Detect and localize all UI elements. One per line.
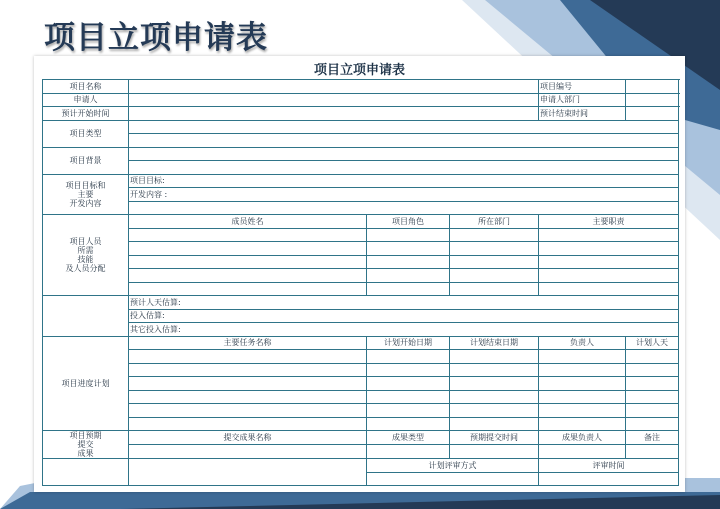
- staff-label: 项目人员 所需 技能 及人员分配: [43, 215, 129, 296]
- staff-cell[interactable]: [450, 269, 539, 283]
- schedule-label: 项目进度计划: [43, 336, 129, 431]
- schedule-cell[interactable]: [129, 363, 367, 377]
- start-time-label: 预计开始时间: [43, 107, 129, 121]
- deliverable-cell[interactable]: [367, 445, 450, 459]
- table-row: [43, 174, 679, 188]
- schedule-cell[interactable]: [129, 404, 367, 418]
- schedule-cell[interactable]: [129, 390, 367, 404]
- schedule-cell[interactable]: [450, 377, 539, 391]
- review-blank-cell[interactable]: [129, 459, 367, 486]
- form-sheet: [34, 56, 685, 492]
- header-plan-end: 计划结束日期: [450, 336, 539, 350]
- table-row: [43, 309, 679, 323]
- person-days-line[interactable]: 预计人天估算:: [129, 296, 679, 310]
- project-no-label: 项目编号: [539, 80, 626, 94]
- schedule-cell[interactable]: [626, 377, 679, 391]
- table-row: [43, 404, 679, 418]
- goals-field-blank[interactable]: [129, 201, 679, 215]
- staff-cell[interactable]: [129, 269, 367, 283]
- header-main-duty: 主要职责: [539, 215, 679, 229]
- table-row: [43, 161, 679, 175]
- project-type-field[interactable]: [129, 120, 679, 134]
- schedule-cell[interactable]: [626, 404, 679, 418]
- staff-cell[interactable]: [129, 228, 367, 242]
- project-name-label: 项目名称: [43, 80, 129, 94]
- project-name-field[interactable]: [129, 80, 539, 94]
- header-department: 所在部门: [450, 215, 539, 229]
- background-label: 项目背景: [43, 147, 129, 174]
- review-method-field[interactable]: [367, 472, 539, 486]
- schedule-cell[interactable]: [539, 377, 626, 391]
- table-row: [43, 80, 679, 94]
- schedule-cell[interactable]: [539, 390, 626, 404]
- budget-label-blank: [43, 296, 129, 337]
- staff-cell[interactable]: [539, 255, 679, 269]
- staff-cell[interactable]: [539, 269, 679, 283]
- schedule-cell[interactable]: [367, 417, 450, 431]
- header-deliverable-owner: 成果负责人: [539, 431, 626, 445]
- schedule-cell[interactable]: [129, 417, 367, 431]
- header-expected-time: 预期提交时间: [450, 431, 539, 445]
- table-row: [43, 188, 679, 202]
- content-line[interactable]: 开发内容 :: [129, 188, 679, 202]
- goals-label: 项目目标和 主要 开发内容: [43, 174, 129, 215]
- applicant-dept-field[interactable]: [626, 93, 679, 107]
- staff-cell[interactable]: [539, 282, 679, 296]
- staff-cell[interactable]: [129, 255, 367, 269]
- deliverables-label: 项目预期 提交 成果: [43, 431, 129, 459]
- header-deliverable-type: 成果类型: [367, 431, 450, 445]
- staff-cell[interactable]: [129, 242, 367, 256]
- table-row: [43, 201, 679, 215]
- schedule-cell[interactable]: [367, 404, 450, 418]
- table-row: [43, 242, 679, 256]
- table-row: [43, 323, 679, 337]
- table-row: [43, 459, 679, 473]
- table-row: [43, 269, 679, 283]
- header-member-name: 成员姓名: [129, 215, 367, 229]
- table-row: [43, 390, 679, 404]
- applicant-label: 申请人: [43, 93, 129, 107]
- staff-cell[interactable]: [450, 255, 539, 269]
- schedule-cell[interactable]: [367, 363, 450, 377]
- page-title: 项目立项申请表: [44, 20, 268, 56]
- table-row: [43, 134, 679, 148]
- schedule-cell[interactable]: [450, 417, 539, 431]
- table-row: [43, 336, 679, 350]
- table-row: [43, 417, 679, 431]
- table-row: [43, 296, 679, 310]
- start-time-field[interactable]: [129, 107, 539, 121]
- staff-cell[interactable]: [539, 242, 679, 256]
- schedule-cell[interactable]: [129, 350, 367, 364]
- table-row: [43, 93, 679, 107]
- header-owner: 负责人: [539, 336, 626, 350]
- table-row: [43, 228, 679, 242]
- table-row: [43, 107, 679, 121]
- table-row: [43, 431, 679, 445]
- schedule-cell[interactable]: [367, 390, 450, 404]
- schedule-cell[interactable]: [450, 350, 539, 364]
- deliverable-cell[interactable]: [539, 445, 626, 459]
- applicant-field[interactable]: [129, 93, 539, 107]
- schedule-cell[interactable]: [626, 350, 679, 364]
- review-method-label: 计划评审方式: [367, 459, 539, 473]
- staff-cell[interactable]: [367, 255, 450, 269]
- end-time-field[interactable]: [626, 107, 679, 121]
- deliverable-cell[interactable]: [129, 445, 367, 459]
- table-row: [43, 445, 679, 459]
- background-field[interactable]: [129, 147, 679, 161]
- table-row: [43, 350, 679, 364]
- end-time-label: 预计结束时间: [539, 107, 626, 121]
- table-row: [43, 215, 679, 229]
- schedule-cell[interactable]: [450, 390, 539, 404]
- table-row: [43, 282, 679, 296]
- schedule-cell[interactable]: [626, 363, 679, 377]
- staff-cell[interactable]: [129, 282, 367, 296]
- review-time-label: 评审时间: [539, 459, 679, 473]
- table-row: [43, 255, 679, 269]
- application-form-table: [42, 79, 679, 486]
- project-type-label: 项目类型: [43, 120, 129, 147]
- schedule-cell[interactable]: [450, 404, 539, 418]
- staff-cell[interactable]: [450, 242, 539, 256]
- schedule-cell[interactable]: [450, 363, 539, 377]
- project-type-field-2[interactable]: [129, 134, 679, 148]
- schedule-cell[interactable]: [626, 390, 679, 404]
- investment-line[interactable]: 投入估算:: [129, 309, 679, 323]
- schedule-cell[interactable]: [626, 417, 679, 431]
- staff-cell[interactable]: [367, 242, 450, 256]
- deliverable-cell[interactable]: [450, 445, 539, 459]
- table-row: [43, 147, 679, 161]
- review-time-field[interactable]: [539, 472, 679, 486]
- background-field-2[interactable]: [129, 161, 679, 175]
- staff-cell[interactable]: [539, 228, 679, 242]
- schedule-cell[interactable]: [539, 363, 626, 377]
- project-no-field[interactable]: [626, 80, 679, 94]
- schedule-cell[interactable]: [539, 404, 626, 418]
- staff-cell[interactable]: [450, 228, 539, 242]
- header-plan-start: 计划开始日期: [367, 336, 450, 350]
- table-row: [43, 377, 679, 391]
- staff-cell[interactable]: [367, 228, 450, 242]
- goal-line[interactable]: 项目目标:: [129, 174, 679, 188]
- table-row: [43, 363, 679, 377]
- schedule-cell[interactable]: [367, 350, 450, 364]
- staff-cell[interactable]: [367, 269, 450, 283]
- table-title: 项目立项申请表: [313, 63, 405, 78]
- schedule-cell[interactable]: [367, 377, 450, 391]
- applicant-dept-label: 申请人部门: [539, 93, 626, 107]
- deliverable-cell[interactable]: [626, 445, 679, 459]
- header-remarks: 备注: [626, 431, 679, 445]
- staff-cell[interactable]: [450, 282, 539, 296]
- header-task-name: 主要任务名称: [129, 336, 367, 350]
- schedule-cell[interactable]: [539, 417, 626, 431]
- review-label-blank: [43, 459, 129, 486]
- other-investment-line[interactable]: 其它投入估算:: [129, 323, 679, 337]
- schedule-cell[interactable]: [129, 377, 367, 391]
- staff-cell[interactable]: [367, 282, 450, 296]
- schedule-cell[interactable]: [539, 350, 626, 364]
- table-row: [43, 120, 679, 134]
- header-plan-days: 计划人天: [626, 336, 679, 350]
- header-project-role: 项目角色: [367, 215, 450, 229]
- header-deliverable-name: 提交成果名称: [129, 431, 367, 445]
